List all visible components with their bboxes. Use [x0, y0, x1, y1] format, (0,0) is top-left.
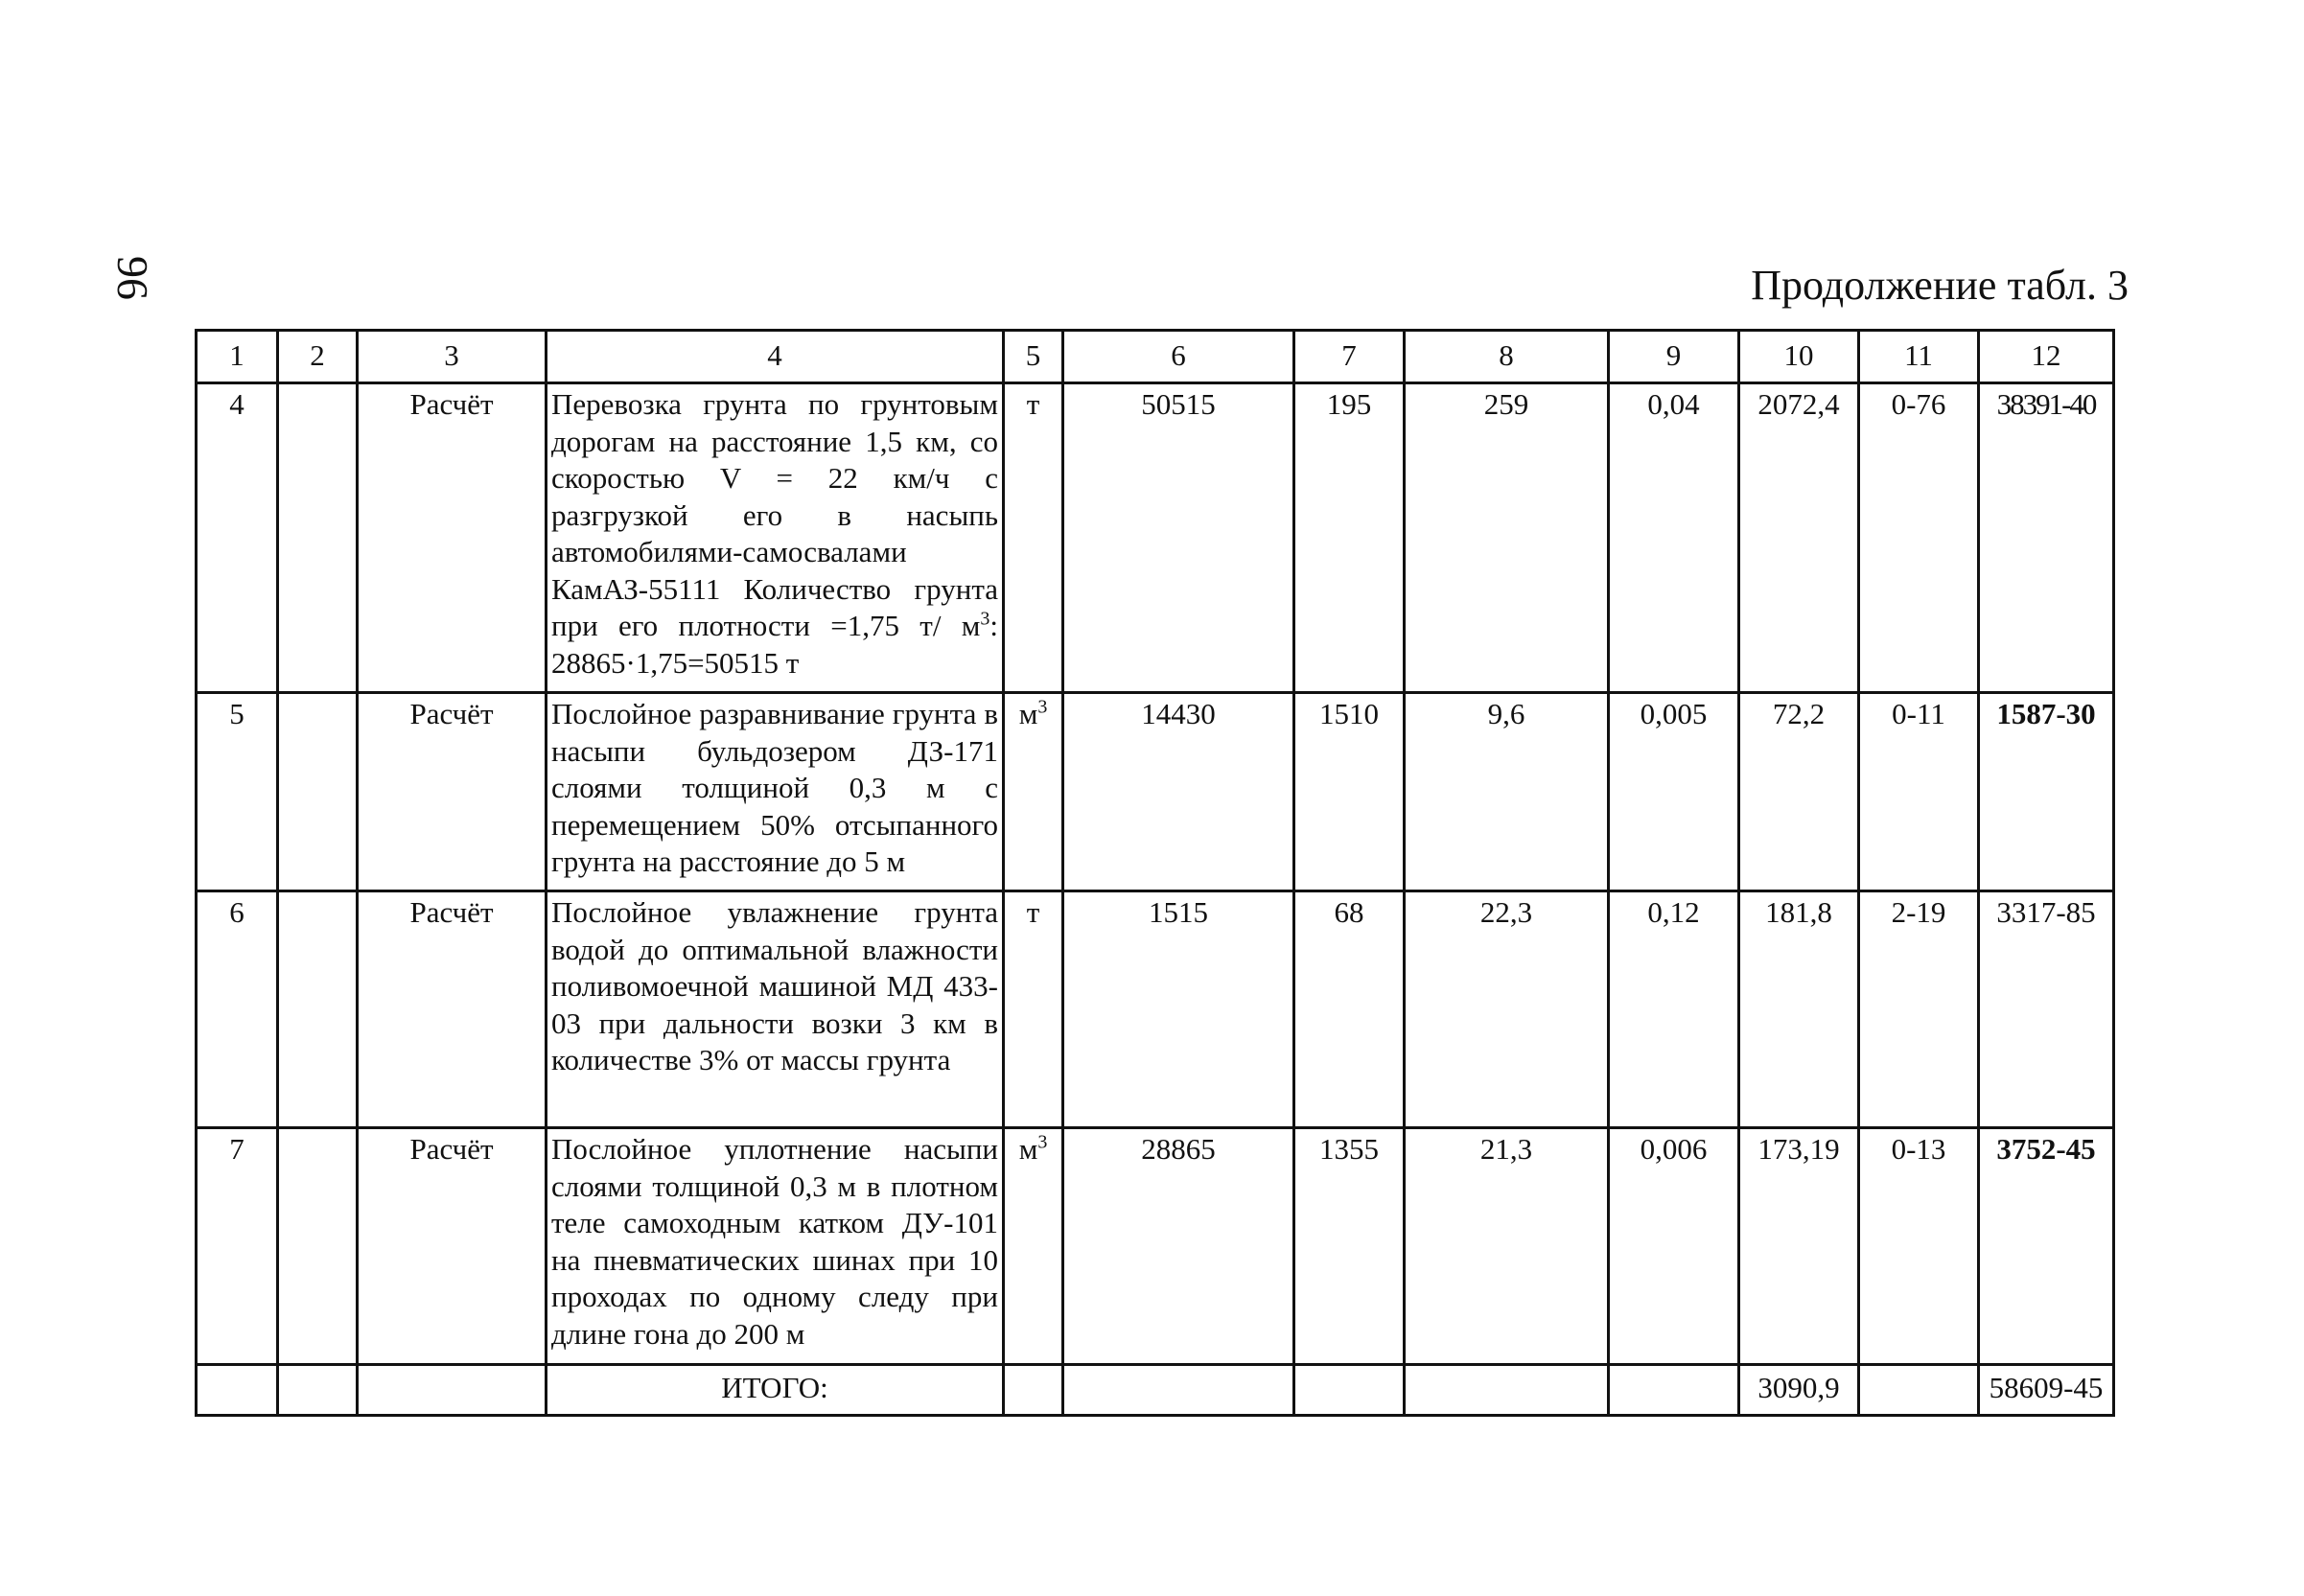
cell-col11: 0-13: [1859, 1128, 1979, 1365]
cost-cell: 38391-40: [1979, 383, 2114, 693]
cell-col8: [1405, 1365, 1609, 1416]
cost-cell: 1587-30: [1979, 693, 2114, 891]
basis-cell: Расчёт: [358, 891, 547, 1128]
header-cell: 12: [1979, 331, 2114, 383]
cell-col9: 0,005: [1609, 693, 1739, 891]
row-number: 6: [197, 891, 278, 1128]
cost-cell: 3317-85: [1979, 891, 2114, 1128]
cell-col10: 2072,4: [1739, 383, 1859, 693]
cell-col8: 22,3: [1405, 891, 1609, 1128]
quantity-cell: 14430: [1063, 693, 1294, 891]
unit-text: м: [1018, 1132, 1038, 1166]
cell-col10: 181,8: [1739, 891, 1859, 1128]
description-text: Перевозка грунта по грунтовым дорогам на расстояние 1,5 км, со скоростью V = 22 км/ч с разгрузкой его в насыпь автомобилями-самосвалами КамАЗ-55111 Количество грунта при его плотности =1,75 т/ м: [551, 387, 998, 642]
basis-cell: Расчёт: [358, 1128, 547, 1365]
table-row: [197, 891, 2114, 1128]
work-description: [547, 891, 1004, 1128]
estimate-table: [195, 329, 2115, 1417]
unit-cell: [1004, 1128, 1063, 1365]
cell-col8: 259: [1405, 383, 1609, 693]
header-cell: 11: [1859, 331, 1979, 383]
row-number: 5: [197, 693, 278, 891]
work-description: [547, 693, 1004, 891]
cell-col9: 0,006: [1609, 1128, 1739, 1365]
description-text: Послойное увлажнение грунта водой до оптимальной влажности поливомоечной машиной МД 433-03 при дальности возки 3 км в количестве 3% от массы грунта: [551, 895, 998, 1076]
description-text: Послойное уплотнение насыпи слоями толщиной 0,3 м в плотном теле самоходным катком ДУ-101 на пневматических шинах при 10 проходах по одному следу при длине гона до 200 м: [551, 1132, 998, 1351]
cell-col6: [1063, 1365, 1294, 1416]
cell-col1: [197, 1365, 278, 1416]
total-row: [197, 1365, 2114, 1416]
table-caption: Продолжение табл. 3: [1751, 262, 2129, 309]
total-col10: 3090,9: [1739, 1365, 1859, 1416]
cell-col3: [358, 1365, 547, 1416]
cell-col2: [278, 383, 358, 693]
cell-col11: 2-19: [1859, 891, 1979, 1128]
quantity-cell: 50515: [1063, 383, 1294, 693]
unit-text: т: [1026, 895, 1040, 929]
header-row: [197, 331, 2114, 383]
unit-cell: [1004, 891, 1063, 1128]
work-description: [547, 383, 1004, 693]
superscript: 3: [980, 608, 990, 630]
unit-cell: [1004, 383, 1063, 693]
total-label: ИТОГО:: [547, 1365, 1004, 1416]
cell-col11: [1859, 1365, 1979, 1416]
basis-cell: Расчёт: [358, 383, 547, 693]
total-cost: 58609-45: [1979, 1365, 2114, 1416]
work-description: [547, 1128, 1004, 1365]
cell-col9: [1609, 1365, 1739, 1416]
header-cell: 5: [1004, 331, 1063, 383]
cell-col8: 9,6: [1405, 693, 1609, 891]
description-text: Послойное разравнивание грунта в насыпи бульдозером ДЗ-171 слоями толщиной 0,3 м с перемещением 50% отсыпанного грунта на расстояние до 5 м: [551, 697, 998, 878]
table-row: [197, 383, 2114, 693]
page-number: 96: [108, 256, 157, 300]
cost-cell: 3752-45: [1979, 1128, 2114, 1365]
cell-col9: 0,04: [1609, 383, 1739, 693]
header-cell: 4: [547, 331, 1004, 383]
cell-col2: [278, 1365, 358, 1416]
header-cell: 8: [1405, 331, 1609, 383]
quantity-cell: 28865: [1063, 1128, 1294, 1365]
header-cell: 7: [1294, 331, 1405, 383]
table-row: [197, 693, 2114, 891]
cell-col7: [1294, 1365, 1405, 1416]
unit-superscript: 3: [1037, 1131, 1048, 1153]
cell-col10: 72,2: [1739, 693, 1859, 891]
cell-col2: [278, 891, 358, 1128]
unit-cell: [1004, 693, 1063, 891]
cell-col10: 173,19: [1739, 1128, 1859, 1365]
cell-col7: 1510: [1294, 693, 1405, 891]
table-row: [197, 1128, 2114, 1365]
unit-text: м: [1018, 697, 1038, 730]
cell-col5: [1004, 1365, 1063, 1416]
description-tail: : 28865·1,75=50515 т: [551, 609, 998, 680]
basis-cell: Расчёт: [358, 693, 547, 891]
header-cell: 9: [1609, 331, 1739, 383]
unit-text: т: [1026, 387, 1040, 421]
cell-col11: 0-11: [1859, 693, 1979, 891]
row-number: 4: [197, 383, 278, 693]
header-cell: 3: [358, 331, 547, 383]
cell-col2: [278, 693, 358, 891]
cell-col9: 0,12: [1609, 891, 1739, 1128]
header-cell: 2: [278, 331, 358, 383]
header-cell: 6: [1063, 331, 1294, 383]
header-cell: 1: [197, 331, 278, 383]
cell-col7: 1355: [1294, 1128, 1405, 1365]
cell-col2: [278, 1128, 358, 1365]
cell-col7: 195: [1294, 383, 1405, 693]
row-number: 7: [197, 1128, 278, 1365]
cell-col8: 21,3: [1405, 1128, 1609, 1365]
header-cell: 10: [1739, 331, 1859, 383]
unit-superscript: 3: [1037, 696, 1048, 718]
cell-col7: 68: [1294, 891, 1405, 1128]
cell-col11: 0-76: [1859, 383, 1979, 693]
quantity-cell: 1515: [1063, 891, 1294, 1128]
